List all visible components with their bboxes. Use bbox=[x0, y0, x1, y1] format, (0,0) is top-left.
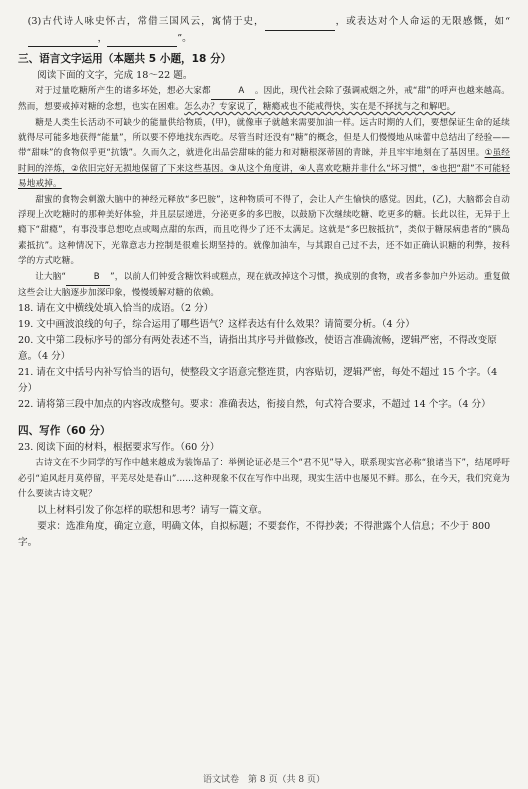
answer-blank-1[interactable] bbox=[265, 14, 335, 31]
p1-text-b: 。因此，现代社会除了强调戒烟之外，戒“甜”的呼声也越来越高。然而，想要戒掉对糖的念想，也实在困难。 bbox=[18, 85, 510, 113]
section-3-instruction: 阅读下面的文字，完成 18～22 题。 bbox=[37, 70, 193, 82]
writing-material: 古诗文在不少同学的写作中越来越成为装饰品了：举例论证必是三个“君不见”导入，联系现实宫必称“狼诸当下”，结尾呼吁必引“追风赶月莫停留，平芜尽处是春山”……这种现象不仅在写作中出现，现实生活中也屡见不鲜。那么，在今天，我们究竟为什么要读古诗文呢？ bbox=[18, 458, 510, 500]
section-4-title: 四、写作（60 分） bbox=[18, 425, 111, 438]
passage-paragraph-1 bbox=[18, 84, 510, 116]
page-footer: 语文试卷 第 8 页（共 8 页） bbox=[203, 775, 325, 785]
writing-requirements: 要求：选准角度，确定立意，明确文体，自拟标题；不要套作，不得抄袭；不得泄露个人信息；不少于 800 字。 bbox=[18, 520, 491, 548]
passage-paragraph-3 bbox=[18, 193, 510, 270]
p3-text: 甜蜜的食物会刺激大脑中的神经元释放“多巴胺”，这种物质可不得了，会让人产生愉快的感觉。因此，(乙)，大脑都会自动浮现上次吃糖时的那种美好体验，并且层层递进，分泌更多的多巴胺，以鼓励下次继续吃糖、吃更多的糖。长此以往，无异于上瘾下“甜瘾”，有事没事总想吃点或喝点甜的东西，而且吃得少了还不太满足。这就是“多巴胺抵抗”，类似于糖尿病患者的“胰岛素抵抗”。这种情况下，光靠意志力控制是很难长期坚持的。就像加油车，与其跟自己过不去，还不如正确认识糖的利弊，按科学的方式吃糖。 bbox=[18, 194, 510, 267]
passage-paragraph-2 bbox=[18, 116, 510, 193]
blank-a[interactable]: A bbox=[211, 84, 255, 100]
p4-text-a: 让大脑“ bbox=[35, 271, 67, 282]
passage-paragraph-4 bbox=[18, 270, 510, 302]
p2-text-a: 糖是人类生长活动不可缺少的能量供给物质，(甲)，就像車子就越来需要加油一样。远古时期的人们，要想保证生命的延续就得尽可能多地获得“能量”，所以要不停地找东西吃。尽管当时还没有“糖”的概念，但是人们慢慢地从味蕾中总结出了经验——带“甜味”的食物似乎更“抗饿”。久而久之，就进化出品尝甜味的能力和对糖根深蒂固的青睐，并且牢牢地刻在了基因里。 bbox=[18, 117, 510, 159]
wavy-underlined-sentence: 怎么办？专家说了，糖瘾戒也不能戒得快，实在是不择扰与之和解吧。 bbox=[184, 102, 456, 113]
q17-text-1: (3)古代诗人咏史怀古，常借三国风云，寓情于史， bbox=[27, 16, 265, 27]
answer-blank-2[interactable] bbox=[28, 31, 98, 48]
answer-blank-3[interactable] bbox=[107, 31, 177, 48]
numbered-sentences: ①虽经时间的淬炼，②依旧完好无损地保留了下来这些基因。③从这个角度讲，④人喜欢吃糖并非什么“坏习惯”，⑤也把“甜”不可能轻易地戒掉。 bbox=[18, 148, 511, 190]
q17-text-3: ”。 bbox=[177, 32, 192, 44]
question-20: 20. 文中第二段标序号的部分有两处表述不当，请指出其序号并做修改，使语言准确流畅，逻辑严密，不得改变原意。（4 分） bbox=[18, 335, 497, 363]
question-21: 21. 请在文中括号内补写恰当的语句，使整段文字语意完整连贯，内容贴切，逻辑严密，每处不超过 15 个字。（4 分） bbox=[18, 367, 498, 395]
section-3-title: 三、语言文字运用（本题共 5 小题，18 分） bbox=[18, 53, 232, 66]
p1-text-a: 对于过量吃糖所产生的诸多坏处，想必大家都 bbox=[35, 85, 211, 96]
p4-text-b: ”，以前人们钟爱含糖饮料或糕点，现在就改掉这个习惯，换成别的食物，或者多参加户外运动。重复做这些会让大脑逐步加深印象，慢慢缓解对糖的依赖。 bbox=[18, 271, 510, 299]
question-22: 22. 请将第三段中加点的内容改成整句。要求：准确表达，衔接自然，句式符合要求，不超过 14 个字。（4 分） bbox=[18, 399, 491, 411]
blank-b[interactable]: B bbox=[66, 270, 110, 286]
question-17-3 bbox=[18, 14, 510, 47]
question-19: 19. 文中画波浪线的句子，综合运用了哪些语气？这样表达有什么效果？请简要分析。（4 分） bbox=[18, 319, 415, 331]
q17-sep: ， bbox=[97, 32, 108, 44]
question-23: 23. 阅读下面的材料，根据要求写作。（60 分） bbox=[18, 442, 220, 454]
writing-prompt: 以上材料引发了你怎样的联想和思考？请写一篇文章。 bbox=[37, 504, 268, 516]
question-18: 18. 请在文中横线处填入恰当的成语。（2 分） bbox=[18, 303, 214, 315]
q17-text-2: ，或表达对个人命运的无限感慨，如“ bbox=[334, 16, 511, 27]
